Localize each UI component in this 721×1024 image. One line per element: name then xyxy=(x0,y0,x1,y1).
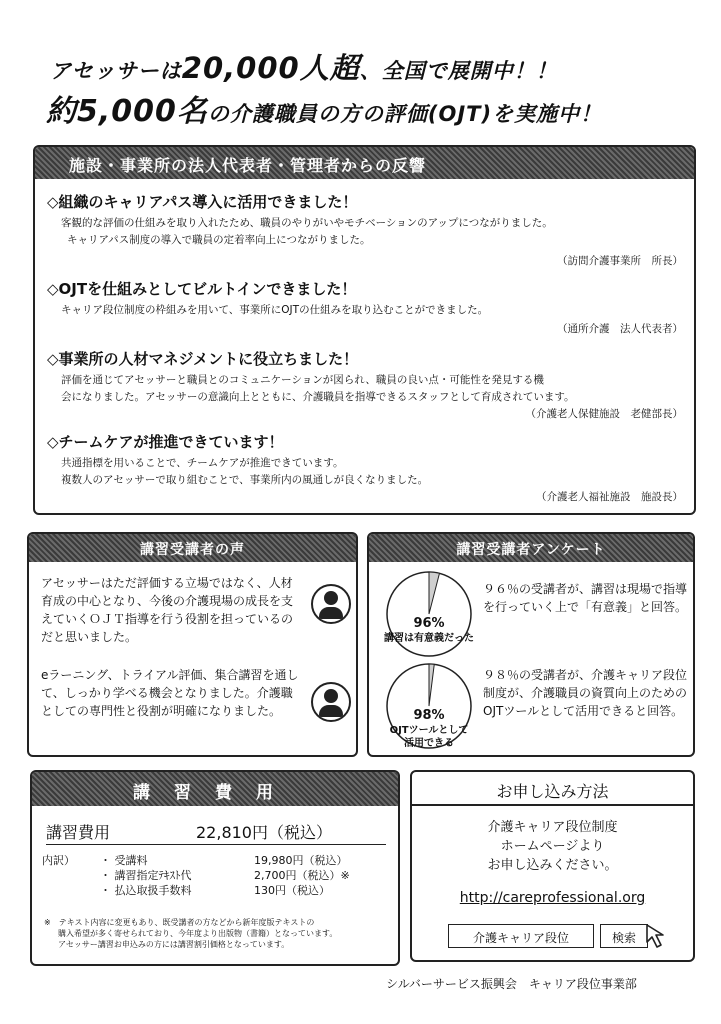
feedback-item-line: キャリアパス制度の導入で職員の定着率向上につながりました。 xyxy=(67,234,371,246)
survey-pie xyxy=(379,660,479,756)
headline-line1 xyxy=(50,46,690,87)
fee-breakdown-label: 内訳） xyxy=(42,854,75,867)
headline-line2 xyxy=(46,86,706,130)
feedback-item-body xyxy=(47,215,687,249)
fee-row-label: ・ 受講料 xyxy=(100,854,148,867)
fee-note-line: ※ テキスト内容に変更もあり、既受講者の方などから新年度版テキストの xyxy=(44,918,315,927)
feedback-item xyxy=(47,431,687,506)
survey-panel xyxy=(367,532,695,757)
pie-label-line: 講習は有意義だった xyxy=(384,633,474,644)
headline-line1-highlight: 20,000人超 xyxy=(181,51,360,85)
feedback-item-title: ◇組織のキャリアパス導入に活用できました！ xyxy=(47,193,358,211)
feedback-item-source: （通所介護 法人代表者） xyxy=(557,323,683,335)
apply-panel xyxy=(410,770,695,962)
survey-result-text: ９８％の受講者が、介護キャリア段位制度が、介護職員の資質向上のためのOJTツールとして活用できると回答。 xyxy=(483,668,688,718)
pie-label-line: OJTツールとして xyxy=(389,725,469,736)
feedback-item-line: キャリア段位制度の枠組みを用いて、事業所にOJTの仕組みを取り込むことができました。 xyxy=(61,304,489,316)
pie-label xyxy=(375,724,483,750)
feedback-item xyxy=(47,348,687,423)
feedback-item xyxy=(47,278,687,338)
feedback-item-body xyxy=(47,455,687,489)
website-link[interactable]: http://careprofessional.org xyxy=(459,890,646,906)
voice-panel xyxy=(27,532,358,757)
voice-panel-header: 講習受講者の声 xyxy=(29,534,356,562)
feedback-item-line: 会になりました。アセッサーの意識向上とともに、介護職員を指導できるスタッフとして育成されています。 xyxy=(61,391,575,403)
feedback-item-line: 複数人のアセッサーで取り組むことで、事業所内の風通しが良くなりました。 xyxy=(61,474,429,486)
fee-row-label: ・ 払込取扱手数料 xyxy=(100,884,192,897)
headline-line2-post: の介護職員の方の評価(OJT)を実施中！ xyxy=(207,102,603,126)
fee-panel-header: 講習費用 xyxy=(32,772,398,806)
fee-total xyxy=(46,820,386,845)
fee-total-amount: 22,810円（税込） xyxy=(196,823,332,842)
fee-note-line: 購入希望が多く寄せられており、今年度より出版物（書籍）となっています。 xyxy=(58,929,338,938)
footer-organization: シルバーサービス振興会 キャリア段位事業部 xyxy=(386,977,637,991)
survey-result-text: ９６％の受講者が、講習は現場で指導を行っていく上で「有意義」と回答。 xyxy=(483,582,688,614)
pie-label xyxy=(375,632,483,645)
fee-panel xyxy=(30,770,400,966)
feedback-item-source: （介護老人福祉施設 施設長） xyxy=(536,491,683,503)
cursor-arrow-icon xyxy=(644,922,672,950)
fee-total-label: 講習費用 xyxy=(46,823,111,842)
pie-label-line: 活用できる xyxy=(404,738,454,749)
fee-note xyxy=(44,917,394,950)
pie-chart xyxy=(383,568,475,660)
apply-desc-line: お申し込みください。 xyxy=(487,858,618,873)
fee-note-line: アセッサー講習お申込みの方には講習割引価格となっています。 xyxy=(58,940,290,949)
feedback-item-title: ◇チームケアが推進できています！ xyxy=(47,433,284,451)
feedback-item-body xyxy=(47,372,687,406)
fee-row-amount: 2,700円（税込）※ xyxy=(254,869,350,882)
fee-row-amount: 130円（税込） xyxy=(254,884,330,897)
apply-description xyxy=(412,818,693,875)
apply-desc-line: 介護キャリア段位制度 xyxy=(487,820,618,835)
headline-line2-highlight: 約5,000名 xyxy=(46,94,208,129)
feedback-item xyxy=(47,191,687,270)
pie-value: 96% xyxy=(413,616,445,631)
voice-comment: アセッサーはただ評価する立場ではなく、人材育成の中心となり、今後の介護現場の成長を支えていくＯＪＴ指導を行う役割を担っているのだと思いました。 xyxy=(41,576,294,644)
fee-breakdown-row xyxy=(42,852,348,868)
fee-row-amount: 19,980円（税込） xyxy=(254,854,348,867)
person-icon xyxy=(311,682,351,722)
feedback-item-title: ◇事業所の人材マネジメントに役立ちました！ xyxy=(47,350,359,368)
pie-value: 98% xyxy=(413,708,445,723)
apply-panel-title: お申し込み方法 xyxy=(412,772,693,806)
feedback-item-line: 共通指標を用いることで、チームケアが推進できています。 xyxy=(61,457,344,469)
search-term-box[interactable]: 介護キャリア段位 xyxy=(448,924,594,948)
person-icon xyxy=(311,584,351,624)
survey-panel-header: 講習受講者アンケート xyxy=(369,534,693,562)
headline-line1-post: 、全国で展開中！！ xyxy=(359,59,558,83)
feedback-item-line: 客観的な評価の仕組みを取り入れたため、職員のやりがいやモチベーションのアップにつながりました。 xyxy=(61,217,553,229)
voice-comment: eラーニング、トライアル評価、集合講習を通して、しっかり学べる機会となりました。介護職としての専門性と役割が明確になりました。 xyxy=(41,668,299,718)
apply-desc-line: ホームページより xyxy=(500,839,605,854)
feedback-panel-header: 施設・事業所の法人代表者・管理者からの反響 xyxy=(35,147,694,179)
feedback-panel xyxy=(33,145,696,515)
survey-pie xyxy=(379,568,479,664)
feedback-item-title: ◇OJTを仕組みとしてビルトインできました！ xyxy=(47,280,357,298)
search-button[interactable]: 検索 xyxy=(600,924,648,948)
feedback-item-body xyxy=(47,302,687,319)
feedback-item-line: 評価を通じてアセッサーと職員とのコミュニケーションが図られ、職員の良い点・可能性を発見する機 xyxy=(61,374,544,386)
feedback-item-source: （訪問介護事業所 所長） xyxy=(557,255,683,267)
feedback-item-source: （介護老人保健施設 老健部長） xyxy=(525,408,683,420)
headline-line1-pre: アセッサーは xyxy=(50,59,182,83)
fee-row-label: ・ 講習指定ﾃｷｽﾄ代 xyxy=(100,869,192,882)
